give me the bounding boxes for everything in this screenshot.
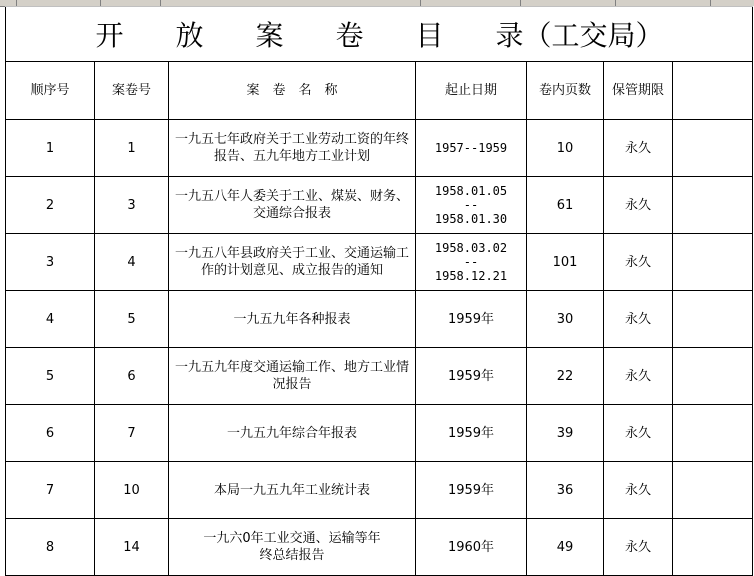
cell-name[interactable]: 一九五八年县政府关于工业、交通运输工作的计划意见、成立报告的通知 (174, 246, 409, 278)
cell-case-no[interactable]: 4 (127, 254, 136, 270)
cell-retention[interactable]: 永久 (624, 254, 651, 270)
title-char: 目 (415, 19, 444, 52)
cell-pages[interactable]: 101 (552, 254, 578, 270)
cell-pages[interactable]: 49 (556, 539, 574, 555)
header-pages[interactable]: 卷内页数 (538, 83, 591, 98)
cell-case-no[interactable]: 14 (123, 539, 140, 555)
title-char: （工交局） (523, 19, 664, 52)
title-char: 开 (95, 19, 124, 52)
cell-name[interactable]: 一九五九年度交通运输工作、地方工业情况报告 (174, 360, 409, 392)
cell-pages[interactable]: 39 (556, 425, 574, 441)
cell-pages[interactable]: 30 (556, 311, 574, 327)
page-title (5, 6, 754, 62)
cell-seq[interactable]: 4 (45, 311, 55, 327)
cell-seq[interactable]: 5 (45, 368, 55, 384)
cell-pages[interactable]: 36 (556, 482, 574, 498)
cell-pages[interactable]: 61 (556, 197, 574, 213)
cell-retention[interactable]: 永久 (624, 539, 651, 555)
cell-date[interactable] (416, 234, 526, 290)
cell-retention[interactable]: 永久 (624, 140, 651, 156)
header-empty[interactable] (673, 62, 752, 119)
spreadsheet-sheet (5, 6, 754, 576)
cell-retention[interactable]: 永久 (624, 425, 651, 441)
cell-name[interactable]: 一九五九年综合年报表 (226, 425, 357, 441)
cell-retention[interactable]: 永久 (624, 197, 651, 213)
date-line: 1958.01.05 (434, 184, 508, 198)
date-line: 1957--1959 (434, 141, 508, 155)
cell-seq[interactable]: 1 (45, 140, 55, 156)
cell-seq[interactable]: 6 (45, 425, 55, 441)
date-line: 1958.12.21 (434, 269, 508, 283)
cell-case-no[interactable]: 3 (127, 197, 136, 213)
cell-case-no[interactable]: 1 (127, 140, 136, 156)
cell-date[interactable] (416, 120, 526, 176)
date-line: -- (463, 198, 479, 212)
cell-name[interactable]: 一九五七年政府关于工业劳动工资的年终报告、五九年地方工业计划 (174, 132, 409, 164)
cell-pages[interactable]: 10 (556, 140, 574, 156)
header-seq[interactable]: 顺序号 (30, 83, 70, 98)
header-case-no[interactable]: 案卷号 (111, 83, 151, 98)
cell-case-no[interactable]: 5 (127, 311, 136, 327)
cell-date[interactable]: 1960年 (447, 539, 495, 555)
cell-date[interactable] (416, 177, 526, 233)
cell-seq[interactable]: 2 (45, 197, 55, 213)
header-name[interactable]: 案 卷 名 称 (246, 83, 338, 98)
cell-retention[interactable]: 永久 (624, 368, 651, 384)
title-char: 录 (495, 19, 524, 52)
cell-seq[interactable]: 8 (45, 539, 55, 555)
cell-name[interactable]: 本局一九五九年工业统计表 (213, 482, 370, 498)
date-line: -- (463, 255, 479, 269)
cell-name[interactable]: 一九五九年各种报表 (233, 311, 351, 327)
cell-date[interactable]: 1959年 (447, 482, 495, 498)
cell-date[interactable]: 1959年 (447, 311, 495, 327)
date-line: 1958.01.30 (434, 212, 508, 226)
title-char: 案 (255, 19, 284, 52)
title-char: 卷 (335, 19, 364, 52)
cell-case-no[interactable]: 7 (127, 425, 136, 441)
header-date[interactable]: 起止日期 (444, 83, 497, 98)
cell-pages[interactable]: 22 (556, 368, 574, 384)
cell-date[interactable]: 1959年 (447, 368, 495, 384)
date-line: 1958.03.02 (434, 241, 508, 255)
cell-name[interactable]: 一九六0年工业交通、运输等年终总结报告 (203, 531, 381, 563)
cell-name[interactable]: 一九五八年人委关于工业、煤炭、财务、交通综合报表 (174, 189, 409, 221)
cell-retention[interactable]: 永久 (624, 311, 651, 327)
cell-date[interactable]: 1959年 (447, 425, 495, 441)
cell-retention[interactable]: 永久 (624, 482, 651, 498)
title-char: 放 (175, 19, 204, 52)
cell-seq[interactable]: 7 (45, 482, 55, 498)
cell-seq[interactable]: 3 (45, 254, 55, 270)
header-retention[interactable]: 保管期限 (611, 83, 664, 98)
cell-case-no[interactable]: 6 (127, 368, 136, 384)
cell-case-no[interactable]: 10 (123, 482, 140, 498)
